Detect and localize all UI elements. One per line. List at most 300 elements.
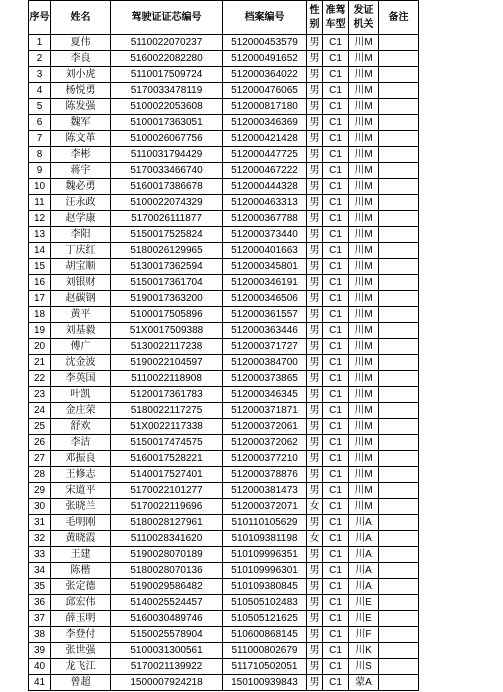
remarks-cell [379,163,419,179]
name-cell: 陈发强 [51,99,111,115]
name-cell: 李洁 [51,435,111,451]
gender-cell: 男 [307,243,323,259]
name-cell: 丁庆红 [51,243,111,259]
license-core-number-cell: 5140017527401 [111,467,223,483]
vehicle-class-cell: C1 [323,259,349,275]
vehicle-class-cell: C1 [323,387,349,403]
serial-cell: 30 [29,499,51,515]
remarks-cell [379,483,419,499]
issuing-authority-cell: 川M [349,323,379,339]
gender-cell: 男 [307,307,323,323]
gender-cell: 男 [307,259,323,275]
file-number-cell: 512000401663 [223,243,307,259]
header-name: 姓名 [51,1,111,35]
table-row [29,51,419,67]
file-number-cell: 512000345801 [223,259,307,275]
file-number-cell: 512000467222 [223,163,307,179]
file-number-cell: 510109381198 [223,531,307,547]
name-cell: 陈文革 [51,131,111,147]
gender-cell: 男 [307,99,323,115]
name-cell: 蒋宇 [51,163,111,179]
gender-cell: 男 [307,83,323,99]
remarks-cell [379,67,419,83]
gender-cell: 男 [307,403,323,419]
table-row [29,115,419,131]
vehicle-class-cell: C1 [323,67,349,83]
license-core-number-cell: 5150017474575 [111,435,223,451]
vehicle-class-cell: C1 [323,83,349,99]
serial-cell: 11 [29,195,51,211]
gender-cell: 男 [307,595,323,611]
table-row [29,563,419,579]
table-row [29,547,419,563]
file-number-cell: 512000371871 [223,403,307,419]
file-number-cell: 512000363446 [223,323,307,339]
name-cell: 金庄荣 [51,403,111,419]
serial-cell: 37 [29,611,51,627]
name-cell: 陈楷 [51,563,111,579]
file-number-cell: 512000346369 [223,115,307,131]
remarks-cell [379,531,419,547]
file-number-cell: 150100939843 [223,675,307,691]
vehicle-class-cell: C1 [323,115,349,131]
issuing-authority-cell: 川A [349,563,379,579]
vehicle-class-cell: C1 [323,275,349,291]
table-row [29,211,419,227]
remarks-cell [379,547,419,563]
issuing-authority-cell: 川E [349,611,379,627]
table-row [29,627,419,643]
gender-cell: 男 [307,67,323,83]
serial-cell: 6 [29,115,51,131]
issuing-authority-cell: 川M [349,467,379,483]
gender-cell: 男 [307,51,323,67]
license-core-number-cell: 5130017362594 [111,259,223,275]
issuing-authority-cell: 川M [349,275,379,291]
name-cell: 沈金波 [51,355,111,371]
issuing-authority-cell: 川M [349,131,379,147]
serial-cell: 14 [29,243,51,259]
vehicle-class-cell: C1 [323,531,349,547]
vehicle-class-cell: C1 [323,323,349,339]
gender-cell: 男 [307,35,323,51]
name-cell: 叶凯 [51,387,111,403]
remarks-cell [379,659,419,675]
issuing-authority-cell: 川F [349,627,379,643]
vehicle-class-cell: C1 [323,51,349,67]
table-row [29,259,419,275]
vehicle-class-cell: C1 [323,355,349,371]
vehicle-class-cell: C1 [323,163,349,179]
issuing-authority-cell: 川M [349,499,379,515]
issuing-authority-cell: 川M [349,451,379,467]
vehicle-class-cell: C1 [323,643,349,659]
vehicle-class-cell: C1 [323,99,349,115]
file-number-cell: 512000817180 [223,99,307,115]
table-row [29,355,419,371]
name-cell: 黄晓霞 [51,531,111,547]
gender-cell: 男 [307,323,323,339]
table-row [29,339,419,355]
license-core-number-cell: 5110017509724 [111,67,223,83]
name-cell: 汪永政 [51,195,111,211]
gender-cell: 男 [307,547,323,563]
serial-cell: 38 [29,627,51,643]
file-number-cell: 512000453579 [223,35,307,51]
table-row [29,675,419,691]
file-number-cell: 512000373865 [223,371,307,387]
remarks-cell [379,499,419,515]
vehicle-class-cell: C1 [323,419,349,435]
table-row [29,419,419,435]
remarks-cell [379,419,419,435]
serial-cell: 41 [29,675,51,691]
table-row [29,387,419,403]
remarks-cell [379,51,419,67]
name-cell: 舒欢 [51,419,111,435]
license-core-number-cell: 5110028341620 [111,531,223,547]
gender-cell: 男 [307,563,323,579]
license-core-number-cell: 5110031794429 [111,147,223,163]
name-cell: 龙飞江 [51,659,111,675]
serial-cell: 21 [29,355,51,371]
file-number-cell: 512000373440 [223,227,307,243]
license-core-number-cell: 5100022074329 [111,195,223,211]
name-cell: 毛明刚 [51,515,111,531]
serial-cell: 5 [29,99,51,115]
issuing-authority-cell: 川M [349,339,379,355]
table-row [29,595,419,611]
table-row [29,435,419,451]
gender-cell: 男 [307,179,323,195]
header-issuing-authority: 发证机关 [349,1,379,35]
file-number-cell: 512000367788 [223,211,307,227]
name-cell: 傅广 [51,339,111,355]
issuing-authority-cell: 川M [349,403,379,419]
file-number-cell: 511000802679 [223,643,307,659]
license-core-number-cell: 5100026067756 [111,131,223,147]
gender-cell: 男 [307,275,323,291]
license-core-number-cell: 5190028070189 [111,547,223,563]
gender-cell: 男 [307,451,323,467]
vehicle-class-cell: C1 [323,499,349,515]
file-number-cell: 512000346191 [223,275,307,291]
table-row [29,371,419,387]
name-cell: 邓振良 [51,451,111,467]
remarks-cell [379,579,419,595]
license-core-number-cell: 1500007924218 [111,675,223,691]
file-number-cell: 510110105629 [223,515,307,531]
serial-cell: 2 [29,51,51,67]
serial-cell: 20 [29,339,51,355]
vehicle-class-cell: C1 [323,467,349,483]
remarks-cell [379,451,419,467]
issuing-authority-cell: 川A [349,531,379,547]
vehicle-class-cell: C1 [323,451,349,467]
remarks-cell [379,179,419,195]
remarks-cell [379,339,419,355]
remarks-cell [379,467,419,483]
remarks-cell [379,259,419,275]
license-core-number-cell: 5160017528221 [111,451,223,467]
file-number-cell: 512000361557 [223,307,307,323]
license-core-number-cell: 5180028070136 [111,563,223,579]
serial-cell: 16 [29,275,51,291]
remarks-cell [379,611,419,627]
issuing-authority-cell: 川M [349,163,379,179]
file-number-cell: 512000372071 [223,499,307,515]
table-row [29,659,419,675]
serial-cell: 34 [29,563,51,579]
name-cell: 刘银财 [51,275,111,291]
table-row [29,515,419,531]
gender-cell: 男 [307,163,323,179]
serial-cell: 13 [29,227,51,243]
header-file-number: 档案编号 [223,1,307,35]
vehicle-class-cell: C1 [323,147,349,163]
license-core-number-cell: 5190022104597 [111,355,223,371]
gender-cell: 男 [307,675,323,691]
remarks-cell [379,563,419,579]
license-core-number-cell: 5100031300561 [111,643,223,659]
gender-cell: 男 [307,467,323,483]
license-core-number-cell: 5130022117238 [111,339,223,355]
license-core-number-cell: 5180028127961 [111,515,223,531]
issuing-authority-cell: 川S [349,659,379,675]
issuing-authority-cell: 川M [349,419,379,435]
file-number-cell: 512000463313 [223,195,307,211]
gender-cell: 男 [307,147,323,163]
file-number-cell: 512000372062 [223,435,307,451]
name-cell: 刘基毅 [51,323,111,339]
name-cell: 魏军 [51,115,111,131]
file-number-cell: 510109380845 [223,579,307,595]
serial-cell: 1 [29,35,51,51]
vehicle-class-cell: C1 [323,403,349,419]
serial-cell: 27 [29,451,51,467]
license-core-number-cell: 51X0022117338 [111,419,223,435]
file-number-cell: 512000491652 [223,51,307,67]
table-row [29,483,419,499]
vehicle-class-cell: C1 [323,675,349,691]
vehicle-class-cell: C1 [323,547,349,563]
header-gender: 性别 [307,1,323,35]
vehicle-class-cell: C1 [323,579,349,595]
gender-cell: 男 [307,115,323,131]
license-core-number-cell: 51X0017509388 [111,323,223,339]
serial-cell: 36 [29,595,51,611]
remarks-cell [379,371,419,387]
remarks-cell [379,131,419,147]
table-row [29,499,419,515]
issuing-authority-cell: 川M [349,83,379,99]
license-core-number-cell: 5100022053608 [111,99,223,115]
gender-cell: 男 [307,291,323,307]
name-cell: 杨悦勇 [51,83,111,99]
license-core-number-cell: 5160022082280 [111,51,223,67]
license-core-number-cell: 5190017363200 [111,291,223,307]
issuing-authority-cell: 川M [349,115,379,131]
remarks-cell [379,515,419,531]
file-number-cell: 510109996301 [223,563,307,579]
gender-cell: 男 [307,627,323,643]
remarks-cell [379,387,419,403]
issuing-authority-cell: 川M [349,307,379,323]
name-cell: 夏伟 [51,35,111,51]
table-row [29,195,419,211]
license-core-number-cell: 5160030489746 [111,611,223,627]
table-row [29,307,419,323]
license-core-number-cell: 5150017361704 [111,275,223,291]
remarks-cell [379,627,419,643]
remarks-cell [379,147,419,163]
name-cell: 李阳 [51,227,111,243]
serial-cell: 4 [29,83,51,99]
gender-cell: 男 [307,483,323,499]
name-cell: 李登付 [51,627,111,643]
vehicle-class-cell: C1 [323,483,349,499]
table-row [29,323,419,339]
vehicle-class-cell: C1 [323,35,349,51]
name-cell: 薛玉明 [51,611,111,627]
file-number-cell: 512000421428 [223,131,307,147]
serial-cell: 31 [29,515,51,531]
issuing-authority-cell: 川M [349,35,379,51]
header-row [29,1,419,35]
serial-cell: 35 [29,579,51,595]
name-cell: 黄平 [51,307,111,323]
name-cell: 李良 [51,51,111,67]
serial-cell: 8 [29,147,51,163]
gender-cell: 男 [307,339,323,355]
name-cell: 李英国 [51,371,111,387]
file-number-cell: 512000384700 [223,355,307,371]
vehicle-class-cell: C1 [323,243,349,259]
gender-cell: 男 [307,643,323,659]
vehicle-class-cell: C1 [323,307,349,323]
serial-cell: 26 [29,435,51,451]
name-cell: 邱宏伟 [51,595,111,611]
serial-cell: 7 [29,131,51,147]
table-row [29,531,419,547]
name-cell: 刘小虎 [51,67,111,83]
remarks-cell [379,35,419,51]
remarks-cell [379,323,419,339]
file-number-cell: 510600868145 [223,627,307,643]
vehicle-class-cell: C1 [323,627,349,643]
table-row [29,643,419,659]
issuing-authority-cell: 川M [349,227,379,243]
gender-cell: 男 [307,659,323,675]
file-number-cell: 512000364022 [223,67,307,83]
name-cell: 曾超 [51,675,111,691]
name-cell: 赵学康 [51,211,111,227]
issuing-authority-cell: 川A [349,547,379,563]
file-number-cell: 512000378876 [223,467,307,483]
table-row [29,147,419,163]
issuing-authority-cell: 川M [349,243,379,259]
file-number-cell: 510109996351 [223,547,307,563]
remarks-cell [379,595,419,611]
license-core-number-cell: 5170021139922 [111,659,223,675]
issuing-authority-cell: 蒙A [349,675,379,691]
remarks-cell [379,403,419,419]
serial-cell: 39 [29,643,51,659]
issuing-authority-cell: 川M [349,387,379,403]
name-cell: 王建 [51,547,111,563]
issuing-authority-cell: 川K [349,643,379,659]
gender-cell: 男 [307,515,323,531]
gender-cell: 男 [307,419,323,435]
license-core-number-cell: 5110022070237 [111,35,223,51]
remarks-cell [379,355,419,371]
vehicle-class-cell: C1 [323,595,349,611]
license-core-number-cell: 5170022119696 [111,499,223,515]
vehicle-class-cell: C1 [323,515,349,531]
gender-cell: 女 [307,499,323,515]
serial-cell: 18 [29,307,51,323]
table-row [29,163,419,179]
table-row [29,83,419,99]
license-core-number-cell: 5150025578904 [111,627,223,643]
vehicle-class-cell: C1 [323,611,349,627]
issuing-authority-cell: 川M [349,259,379,275]
issuing-authority-cell: 川M [349,211,379,227]
serial-cell: 19 [29,323,51,339]
serial-cell: 10 [29,179,51,195]
issuing-authority-cell: 川M [349,179,379,195]
gender-cell: 男 [307,387,323,403]
gender-cell: 女 [307,531,323,547]
license-core-number-cell: 5100017363051 [111,115,223,131]
table-row [29,131,419,147]
gender-cell: 男 [307,435,323,451]
license-core-number-cell: 5170033478119 [111,83,223,99]
serial-cell: 29 [29,483,51,499]
table-row [29,579,419,595]
table-row [29,67,419,83]
serial-cell: 12 [29,211,51,227]
remarks-cell [379,675,419,691]
remarks-cell [379,275,419,291]
table-row [29,227,419,243]
serial-cell: 24 [29,403,51,419]
issuing-authority-cell: 川M [349,291,379,307]
name-cell: 宋道平 [51,483,111,499]
issuing-authority-cell: 川M [349,371,379,387]
license-core-number-cell: 5140025524457 [111,595,223,611]
issuing-authority-cell: 川M [349,51,379,67]
file-number-cell: 512000346506 [223,291,307,307]
name-cell: 李彬 [51,147,111,163]
serial-cell: 3 [29,67,51,83]
issuing-authority-cell: 川M [349,483,379,499]
gender-cell: 男 [307,227,323,243]
remarks-cell [379,83,419,99]
remarks-cell [379,435,419,451]
serial-cell: 9 [29,163,51,179]
serial-cell: 25 [29,419,51,435]
issuing-authority-cell: 川M [349,435,379,451]
table-row [29,99,419,115]
license-core-number-cell: 5180026129965 [111,243,223,259]
file-number-cell: 510505121625 [223,611,307,627]
header-license-core-number: 驾驶证证芯编号 [111,1,223,35]
issuing-authority-cell: 川A [349,515,379,531]
file-number-cell: 510505102483 [223,595,307,611]
file-number-cell: 512000377210 [223,451,307,467]
gender-cell: 男 [307,195,323,211]
